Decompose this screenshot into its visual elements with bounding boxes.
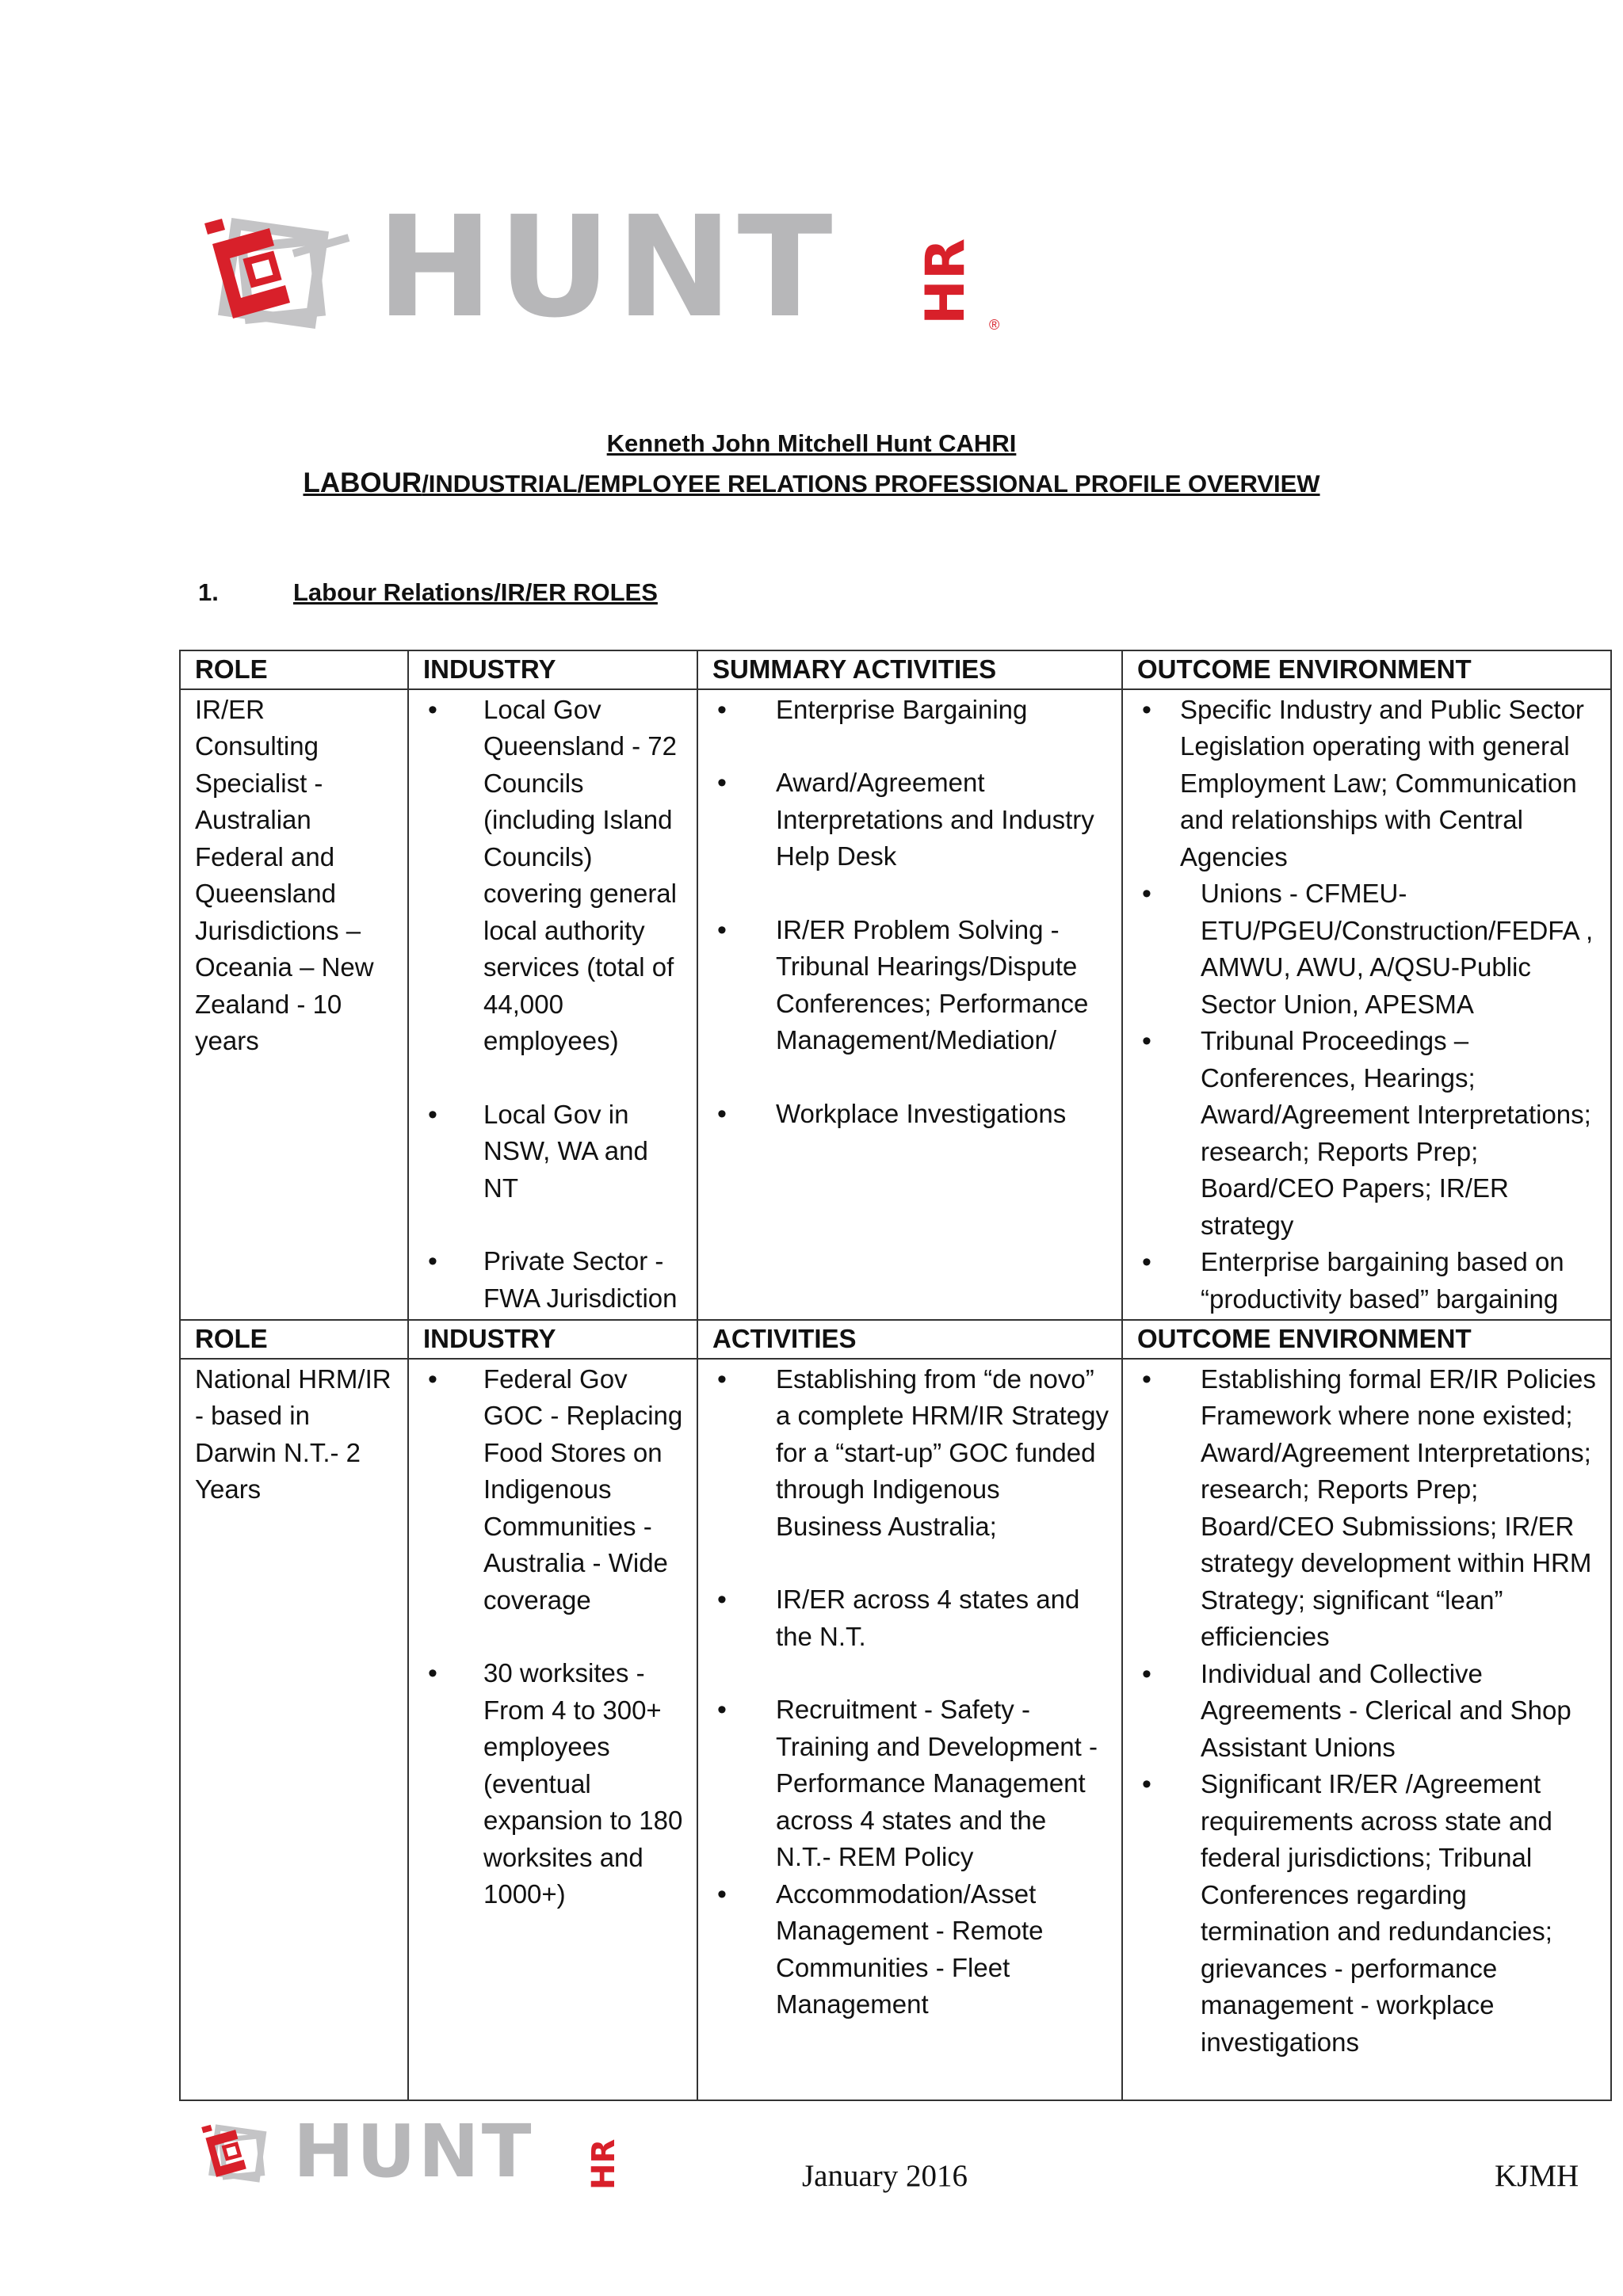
list-item: • Enterprise bargaining based on “productivity based” bargaining — [1137, 1244, 1598, 1318]
list-item: • Award/Agreement Interpretations and Industry Help Desk — [712, 765, 1109, 875]
document-title-subtitle — [0, 467, 1623, 499]
table-header-row — [180, 1320, 1611, 1359]
section-number: 1. — [198, 578, 219, 606]
table-row — [180, 689, 1611, 1321]
list-item: • Private Sector - FWA Jurisdiction — [423, 1243, 684, 1317]
title-rest: /INDUSTRIAL/EMPLOYEE RELATIONS PROFESSIONAL PROFILE OVERVIEW — [422, 470, 1320, 498]
list-item: • Establishing from “de novo” a complete HRM/IR Strategy for a “start-up” GOC funded through Indigenous Business Australia; — [712, 1361, 1109, 1546]
section-title: Labour Relations/IR/ER ROLES — [293, 578, 658, 606]
list-item: • Significant IR/ER /Agreement requirements across state and federal jurisdictions; Tribunal Conferences regarding termination and redundancies; grievances - performance management - workplace investigations — [1137, 1766, 1598, 2061]
table-row — [180, 1359, 1611, 2100]
role-cell: IR/ER Consulting Specialist -Australian Federal and Queensland Jurisdictions – Oceania – New Zealand - 10 years — [180, 689, 408, 1321]
section-heading — [198, 578, 658, 607]
list-item: • Specific Industry and Public Sector Legislation operating with general Employment Law; Communication and relationships with Central Agencies — [1137, 692, 1598, 876]
industry-cell — [408, 689, 697, 1321]
header-industry: INDUSTRY — [408, 650, 697, 689]
list-item: • Tribunal Proceedings – Conferences, Hearings; Award/Agreement Interpretations; research; Reports Prep; Board/CEO Papers; IR/ER strategy — [1137, 1023, 1598, 1244]
logo-registered-mark: ® — [989, 317, 1000, 333]
header-summary-activities: SUMMARY ACTIVITIES — [697, 650, 1122, 689]
header-role: ROLE — [180, 1320, 408, 1359]
list-item: • Workplace Investigations — [712, 1096, 1109, 1133]
footer-logo-hr-mark: HR — [586, 2138, 622, 2190]
list-item: • Unions - CFMEU-ETU/PGEU/Construction/FEDFA , AMWU, AWU, A/QSU-Public Sector Union, APESMA — [1137, 875, 1598, 1023]
header-industry: INDUSTRY — [408, 1320, 697, 1359]
logo-wordmark: HUNT — [376, 186, 838, 349]
list-item: • IR/ER across 4 states and the N.T. — [712, 1581, 1109, 1655]
table-header-row — [180, 650, 1611, 689]
roles-table — [179, 650, 1612, 2101]
header-outcome-environment: OUTCOME ENVIRONMENT — [1122, 1320, 1611, 1359]
list-item: • Local Gov in NSW, WA and NT — [423, 1097, 684, 1207]
industry-cell — [408, 1359, 697, 2100]
list-item: • Enterprise Bargaining — [712, 692, 1109, 729]
list-item: • Recruitment - Safety -Training and Development -Performance Management across 4 states and the N.T.- REM Policy — [712, 1691, 1109, 1876]
list-item: • Establishing formal ER/IR Policies Framework where none existed; Award/Agreement Interpretations; research; Reports Prep; Board/CEO Submissions; IR/ER strategy development within HRM Strategy; significant “lean” efficiencies — [1137, 1361, 1598, 1656]
document-title-name: Kenneth John Mitchell Hunt CAHRI — [606, 429, 1017, 457]
outcomes-cell — [1122, 689, 1611, 1321]
list-item: • 30 worksites - From 4 to 300+ employees (eventual expansion to 180 worksites and 1000+) — [423, 1655, 684, 1913]
hunt-hr-logo — [198, 186, 1022, 349]
outcomes-cell — [1122, 1359, 1611, 2100]
footer-initials: KJMH — [1495, 2159, 1579, 2193]
list-item: • Federal Gov GOC - Replacing Food Stores on Indigenous Communities - Australia - Wide coverage — [423, 1361, 684, 1619]
activities-cell — [697, 689, 1122, 1321]
role-cell: National HRM/IR - based in Darwin N.T.- 2 Years — [180, 1359, 408, 2100]
footer-logo-wordmark: HUNT — [293, 2109, 534, 2194]
list-item: • IR/ER Problem Solving - Tribunal Hearings/Dispute Conferences; Performance Management/Mediation/ — [712, 912, 1109, 1059]
list-item: • Accommodation/Asset Management - Remote Communities - Fleet Management — [712, 1876, 1109, 2023]
logo-mark-icon — [198, 206, 365, 341]
list-item: • Local Gov Queensland - 72 Councils (including Island Councils) covering general local authority services (total of 44,000 employees) — [423, 692, 684, 1060]
footer-date: January 2016 — [802, 2159, 968, 2193]
header-outcome-environment: OUTCOME ENVIRONMENT — [1122, 650, 1611, 689]
footer-logo-mark-icon — [198, 2117, 285, 2190]
header-activities: ACTIVITIES — [697, 1320, 1122, 1359]
footer-hunt-hr-logo — [198, 2109, 642, 2194]
activities-cell — [697, 1359, 1122, 2100]
header-role: ROLE — [180, 650, 408, 689]
logo-hr-mark: HR — [915, 238, 977, 325]
list-item: • Individual and Collective Agreements - Clerical and Shop Assistant Unions — [1137, 1656, 1598, 1767]
title-labour: LABOUR — [303, 467, 422, 498]
